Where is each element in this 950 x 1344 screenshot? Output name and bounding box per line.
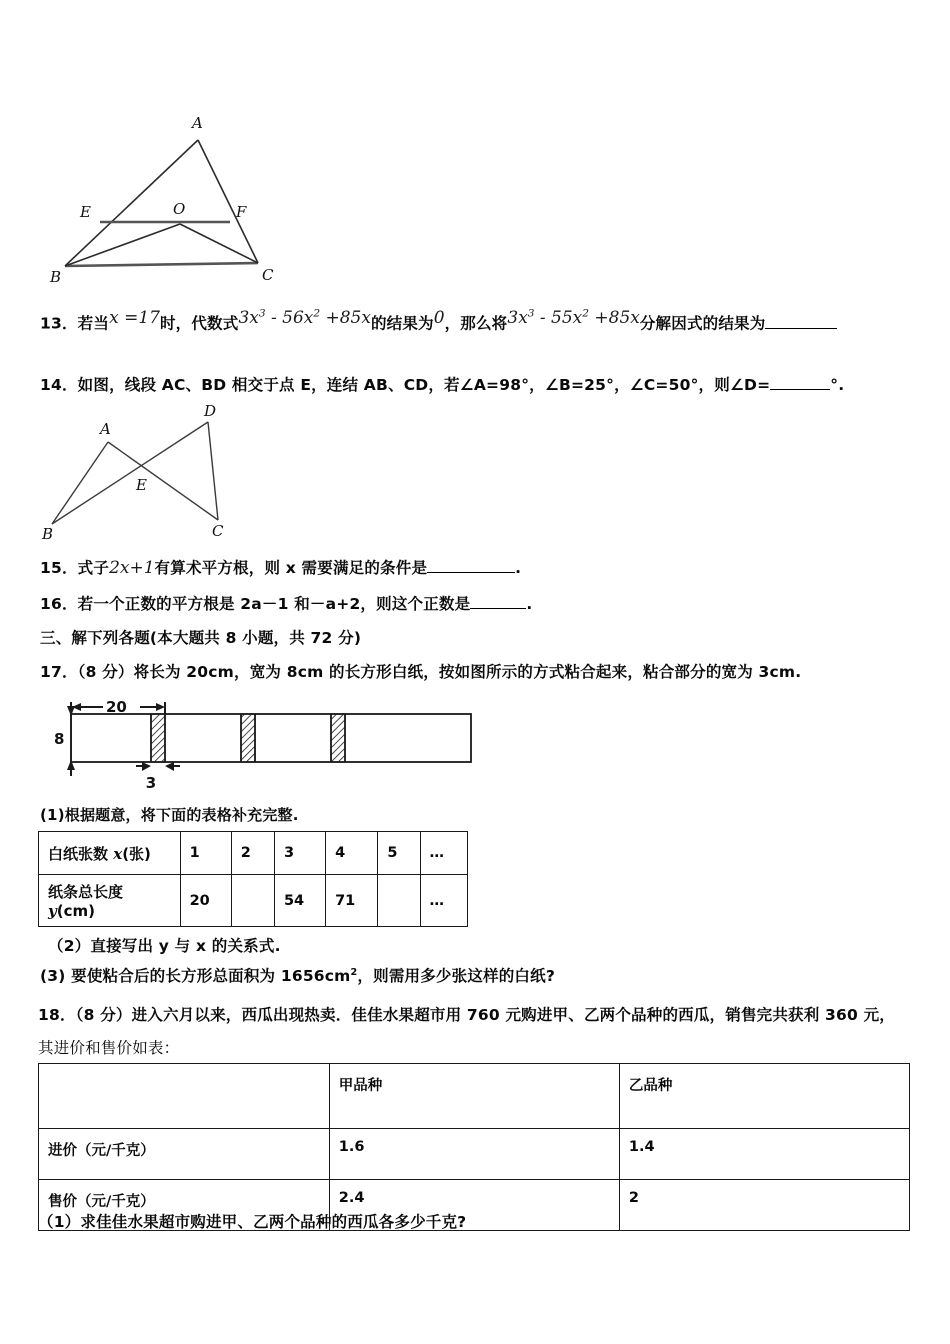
cell-x-2: 2 (231, 832, 274, 875)
q15-expression: 2x+1 (109, 558, 155, 578)
label-C: C (262, 266, 274, 284)
table-header-row (39, 1064, 910, 1129)
q15-number: 15． (40, 559, 78, 577)
q13-e2b-sup: 2 (582, 307, 589, 319)
q13-e1c: +85x (320, 307, 371, 328)
dim-overlap-label: 3 (145, 774, 157, 792)
q13-e1a: 3x (238, 307, 259, 328)
label-B: B (50, 268, 62, 286)
table-row (39, 832, 468, 875)
q13-expression-1 (238, 308, 370, 328)
header-empty (39, 1064, 330, 1129)
row-label-paper-count: 白纸张数 x(张) (39, 832, 181, 875)
q15-part1: 式子 (77, 559, 110, 577)
q13-part3: 的结果为 (370, 314, 434, 333)
overlap-band-3 (331, 714, 345, 762)
label-E: E (136, 476, 147, 494)
cell-cost-b: 1.4 (619, 1129, 909, 1180)
row-label-total-length: 纸条总长度 y(cm) (39, 875, 181, 927)
q13-e1b-sup: 2 (313, 307, 321, 319)
q15-part2: 有算术平方根，则 x 需要满足的条件是 (154, 559, 428, 577)
q18-number: 18． (38, 1006, 76, 1024)
q18-stem: （8 分）进入六月以来，西瓜出现热卖．佳佳水果超市用 760 元购进甲、乙两个品种的西瓜，销售完共获利 360 元， (75, 1006, 896, 1024)
cell-cost-a: 1.6 (329, 1129, 619, 1180)
label-A: A (100, 420, 111, 438)
q13-expression-2 (507, 308, 639, 328)
q14-answer-blank[interactable] (770, 375, 830, 390)
cell-y-3[interactable]: 54 (274, 875, 325, 927)
q13-part2: 时，代数式 (159, 314, 239, 333)
cell-x-3: 3 (274, 832, 325, 875)
question-17 (40, 662, 801, 683)
cell-y-5[interactable] (378, 875, 420, 927)
dim-length-label: 20 (106, 698, 127, 716)
cell-y-more: … (420, 875, 468, 927)
table-row (39, 1129, 910, 1180)
q17-sub3-b: ，则需用多少张这样的白纸? (357, 967, 556, 985)
q17-stem: （8 分）将长为 20cm，宽为 8cm 的长方形白纸，按如图所示的方式粘合起来，粘合部分的宽为 3cm. (77, 663, 802, 681)
cell-x-4: 4 (326, 832, 378, 875)
q13-e1a-sup: 3 (258, 307, 266, 319)
q15-suffix: . (515, 559, 522, 577)
label-D: D (204, 402, 217, 420)
label-C: C (212, 522, 224, 540)
q13-x-value: x =17 (109, 307, 160, 328)
q14-text: 如图，线段 AC、BD 相交于点 E，连结 AB、CD，若∠A=98°，∠B=25°，∠C=50°，则∠D= (77, 376, 771, 394)
overlap-band-2 (241, 714, 255, 762)
cell-y-4[interactable]: 71 (326, 875, 378, 927)
paper-strip-svg (48, 698, 488, 798)
q16-number: 16． (40, 595, 78, 613)
cell-y-2[interactable] (231, 875, 274, 927)
q16-suffix: . (526, 595, 533, 613)
table-row (39, 875, 468, 927)
row-label-sell-price: 售价（元/千克） (39, 1180, 330, 1231)
row-label-cost-price: 进价（元/千克） (39, 1129, 330, 1180)
question-15 (40, 557, 521, 580)
section-3-heading: 三、解下列各题(本大题共 8 小题，共 72 分) (40, 629, 362, 647)
q18-sub1: （1）求佳佳水果超市购进甲、乙两个品种的西瓜各多少千克? (38, 1213, 467, 1231)
cell-x-5: 5 (378, 832, 420, 875)
q17-sub3 (40, 966, 555, 987)
label-O: O (173, 200, 186, 218)
q17-table (38, 831, 468, 927)
q13-zero: 0 (433, 307, 445, 328)
figure-triangle-abc (40, 100, 320, 290)
q17-sub3-a: (3) 要使粘合后的长方形总面积为 1656cm (40, 967, 351, 985)
q18-table (38, 1063, 910, 1231)
cell-y-1[interactable]: 20 (180, 875, 231, 927)
q14-number: 14． (40, 376, 78, 394)
label-A: A (192, 114, 203, 132)
question-13 (40, 307, 837, 336)
cell-sell-a: 2.4 (329, 1180, 619, 1231)
q16-answer-blank[interactable] (470, 594, 526, 609)
q13-part5: 分解因式的结果为 (639, 314, 766, 333)
label-F: F (236, 203, 247, 221)
question-16 (40, 594, 532, 615)
cell-x-more: … (420, 832, 468, 875)
label-B: B (42, 525, 54, 542)
header-variety-b: 乙品种 (619, 1064, 909, 1129)
q17-sub3-sup: 2 (350, 966, 358, 978)
q13-e2a-sup: 3 (527, 307, 535, 319)
q15-answer-blank[interactable] (427, 558, 515, 573)
cell-x-1: 1 (180, 832, 231, 875)
q14-suffix: °. (830, 376, 845, 394)
overlap-band-1 (151, 714, 165, 762)
triangle-abc-svg (40, 100, 320, 290)
q13-number: 13． (40, 314, 78, 333)
dim-width-label: 8 (54, 730, 65, 748)
q17-sub1: (1)根据题意，将下面的表格补充完整. (40, 806, 299, 824)
q13-e2b: - 55x (534, 307, 583, 328)
figure-paper-strip (48, 698, 488, 798)
header-variety-a: 甲品种 (329, 1064, 619, 1129)
q17-number: 17． (40, 663, 78, 681)
crossed-segments-svg (40, 402, 310, 542)
q17-sub2: （2）直接写出 y 与 x 的关系式. (48, 937, 281, 955)
q13-answer-blank[interactable] (765, 314, 837, 329)
q13-e2c: +85x (588, 307, 640, 328)
q16-text: 若一个正数的平方根是 2a－1 和－a+2，则这个正数是 (77, 595, 471, 613)
q13-part1: 若当 (77, 314, 110, 333)
q13-e2a: 3x (507, 307, 528, 328)
q13-e1b: - 56x (265, 307, 314, 328)
q13-part4: ，那么将 (444, 314, 508, 333)
figure-crossed-segments (40, 402, 310, 542)
cell-sell-b: 2 (619, 1180, 909, 1231)
q18-stem-line2: 其进价和售价如表： (38, 1039, 180, 1057)
question-14 (40, 375, 844, 396)
label-E: E (80, 203, 91, 221)
question-18 (38, 1005, 895, 1026)
